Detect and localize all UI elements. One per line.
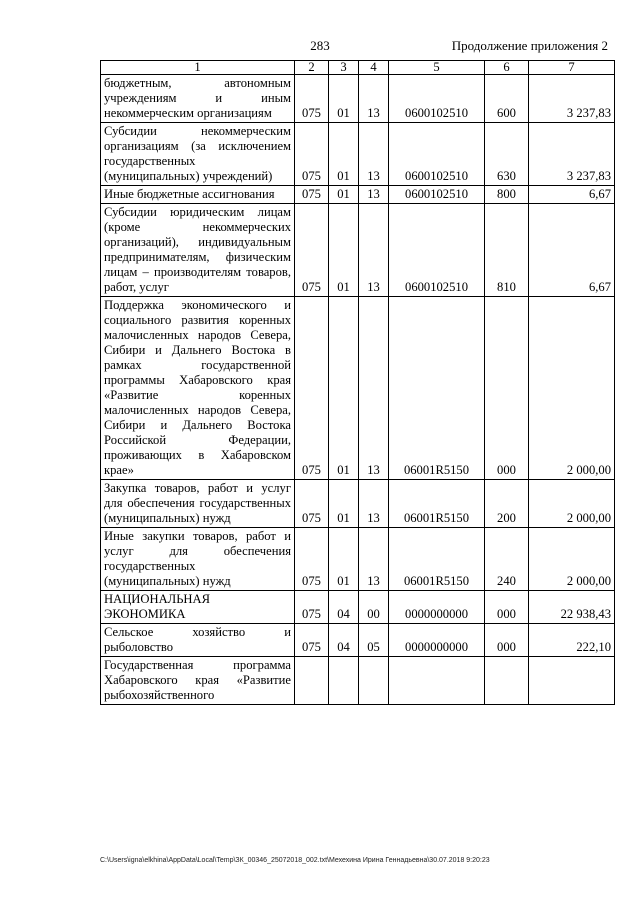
admin-code-cell: 075 — [295, 591, 329, 624]
column-header: 4 — [359, 61, 389, 75]
row-name-cell: Поддержка экономического и социального развития коренных малочисленных народов Севера, Сибири и Дальнего Востока в рамках государственной программы Хабаровского края «Развитие коренных малочисленных народов Севера, Сибири и Дальнего Востока Российской Федерации, проживающих в Хабаровском крае» — [101, 297, 295, 480]
table-row — [101, 75, 615, 123]
section-cell: 01 — [329, 204, 359, 297]
admin-code-cell: 075 — [295, 75, 329, 123]
expense-type-cell: 600 — [485, 75, 529, 123]
admin-code-cell: 075 — [295, 297, 329, 480]
row-name-cell: бюджетным, автономным учреждениям и иным некоммерческим организациям — [101, 75, 295, 123]
admin-code-cell: 075 — [295, 624, 329, 657]
expense-type-cell: 000 — [485, 297, 529, 480]
table-row — [101, 186, 615, 204]
admin-code-cell: 075 — [295, 186, 329, 204]
amount-cell: 2 000,00 — [529, 297, 615, 480]
admin-code-cell: 075 — [295, 528, 329, 591]
amount-cell: 2 000,00 — [529, 528, 615, 591]
subsection-cell: 13 — [359, 123, 389, 186]
column-header: 7 — [529, 61, 615, 75]
subsection-cell: 13 — [359, 480, 389, 528]
expense-type-cell: 240 — [485, 528, 529, 591]
amount-cell: 222,10 — [529, 624, 615, 657]
admin-code-cell: 075 — [295, 123, 329, 186]
subsection-cell: 13 — [359, 528, 389, 591]
subsection-cell: 00 — [359, 591, 389, 624]
budget-table — [100, 60, 615, 705]
subsection-cell — [359, 657, 389, 705]
amount-cell: 6,67 — [529, 204, 615, 297]
column-header: 5 — [389, 61, 485, 75]
section-cell: 01 — [329, 297, 359, 480]
section-cell — [329, 657, 359, 705]
table-row — [101, 204, 615, 297]
amount-cell — [529, 657, 615, 705]
row-name-cell: Субсидии некоммерческим организациям (за исключением государственных (муниципальных) учреждений) — [101, 123, 295, 186]
target-article-cell: 0600102510 — [389, 186, 485, 204]
subsection-cell: 13 — [359, 204, 389, 297]
column-header: 2 — [295, 61, 329, 75]
row-name-cell: Иные закупки товаров, работ и услуг для обеспечения государственных (муниципальных) нужд — [101, 528, 295, 591]
table-row — [101, 123, 615, 186]
expense-type-cell: 630 — [485, 123, 529, 186]
continuation-note: Продолжение приложения 2 — [451, 38, 608, 53]
target-article-cell — [389, 657, 485, 705]
admin-code-cell: 075 — [295, 204, 329, 297]
section-cell: 01 — [329, 123, 359, 186]
target-article-cell: 0000000000 — [389, 624, 485, 657]
target-article-cell: 0600102510 — [389, 123, 485, 186]
row-name-cell: Иные бюджетные ассигнования — [101, 186, 295, 204]
amount-cell: 6,67 — [529, 186, 615, 204]
row-name-cell: Сельское хозяйство и рыболовство — [101, 624, 295, 657]
target-article-cell: 06001R5150 — [389, 480, 485, 528]
table-row — [101, 480, 615, 528]
target-article-cell: 0600102510 — [389, 204, 485, 297]
row-name-cell: Закупка товаров, работ и услуг для обеспечения государственных (муниципальных) нужд — [101, 480, 295, 528]
subsection-cell: 13 — [359, 297, 389, 480]
admin-code-cell: 075 — [295, 480, 329, 528]
section-cell: 01 — [329, 480, 359, 528]
section-cell: 01 — [329, 186, 359, 204]
expense-type-cell: 800 — [485, 186, 529, 204]
amount-cell: 3 237,83 — [529, 75, 615, 123]
section-cell: 04 — [329, 591, 359, 624]
section-cell: 01 — [329, 528, 359, 591]
target-article-cell: 0000000000 — [389, 591, 485, 624]
table-header-row — [101, 61, 615, 75]
expense-type-cell: 000 — [485, 624, 529, 657]
expense-type-cell: 810 — [485, 204, 529, 297]
section-cell: 01 — [329, 75, 359, 123]
target-article-cell: 0600102510 — [389, 75, 485, 123]
section-cell: 04 — [329, 624, 359, 657]
target-article-cell: 06001R5150 — [389, 297, 485, 480]
file-path-footer: C:\Users\igna\elkhina\AppData\Local\Temp\ЗК_00346_25072018_002.txt\Мехехина Ирина Геннадьевна\30.07.2018 9:20:23 — [100, 857, 490, 864]
row-name-cell: НАЦИОНАЛЬНАЯ ЭКОНОМИКА — [101, 591, 295, 624]
subsection-cell: 13 — [359, 75, 389, 123]
column-header: 3 — [329, 61, 359, 75]
page-number: 283 — [310, 38, 330, 53]
table-row — [101, 624, 615, 657]
amount-cell: 2 000,00 — [529, 480, 615, 528]
row-name-cell: Субсидии юридическим лицам (кроме некоммерческих организаций), индивидуальным предпринимателям, физическим лицам – производителям товаров, работ, услуг — [101, 204, 295, 297]
table-row — [101, 528, 615, 591]
table-row — [101, 657, 615, 705]
table-row — [101, 591, 615, 624]
amount-cell: 3 237,83 — [529, 123, 615, 186]
expense-type-cell — [485, 657, 529, 705]
subsection-cell: 05 — [359, 624, 389, 657]
admin-code-cell — [295, 657, 329, 705]
row-name-cell: Государственная программа Хабаровского края «Развитие рыбохозяйственного — [101, 657, 295, 705]
column-header: 1 — [101, 61, 295, 75]
target-article-cell: 06001R5150 — [389, 528, 485, 591]
subsection-cell: 13 — [359, 186, 389, 204]
expense-type-cell: 200 — [485, 480, 529, 528]
amount-cell: 22 938,43 — [529, 591, 615, 624]
table-row — [101, 297, 615, 480]
column-header: 6 — [485, 61, 529, 75]
expense-type-cell: 000 — [485, 591, 529, 624]
